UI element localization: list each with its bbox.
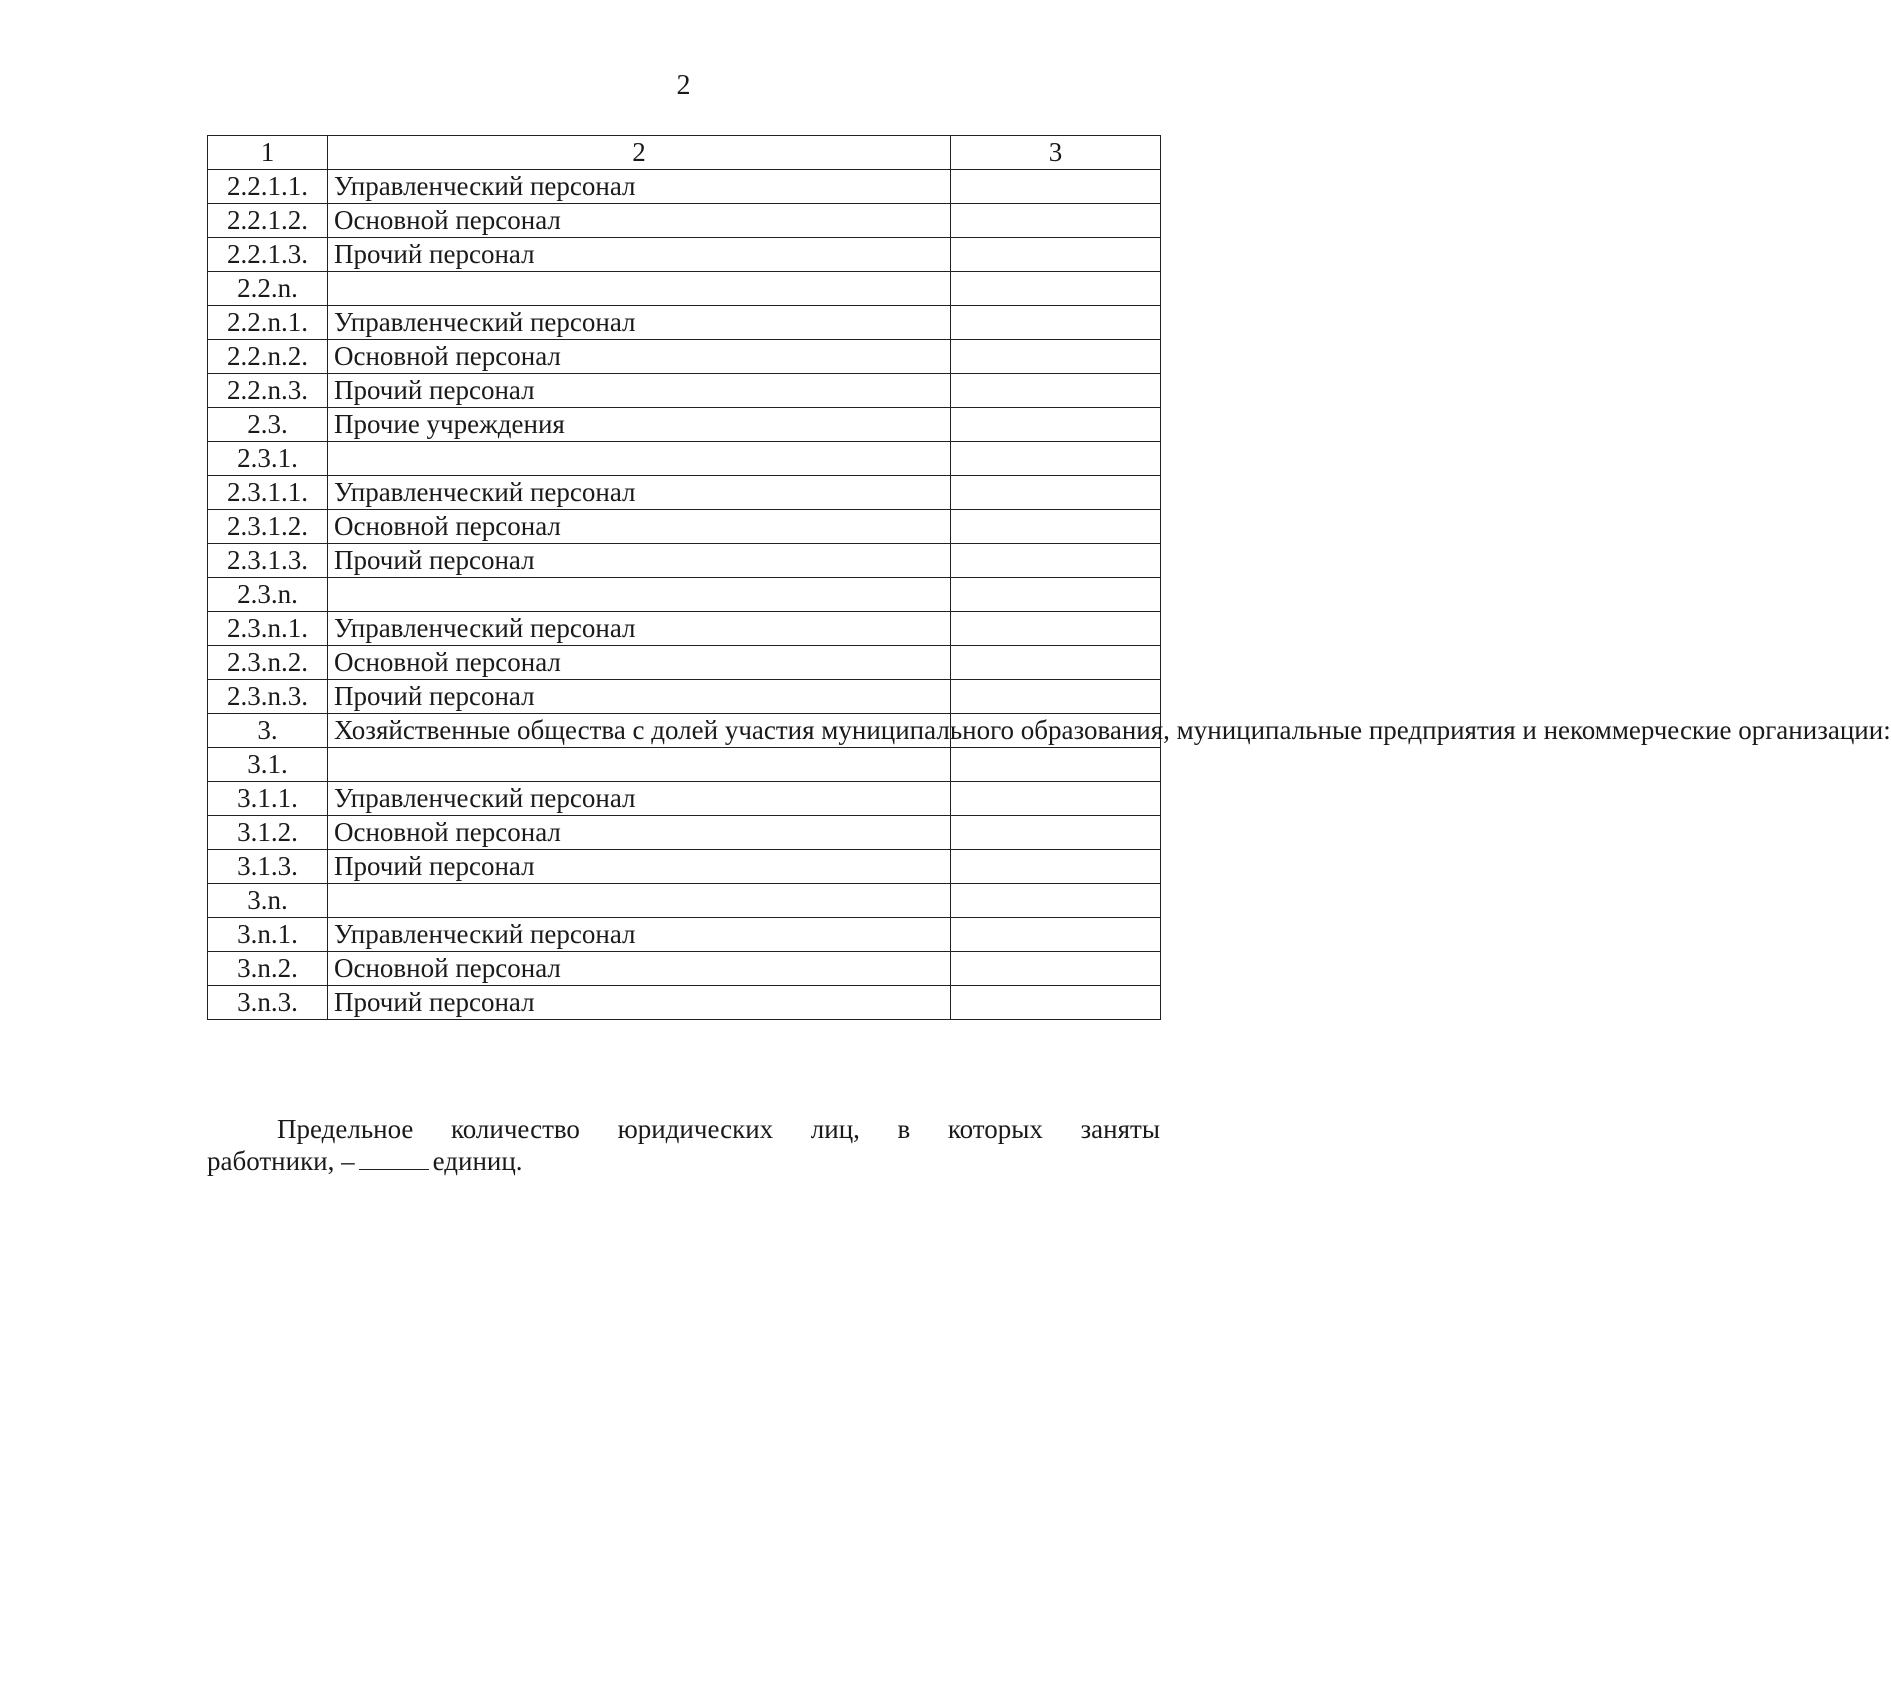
row-description: [328, 578, 951, 612]
row-value: [951, 170, 1161, 204]
row-description: [328, 748, 951, 782]
row-value: [951, 306, 1161, 340]
note-word: Предельное: [277, 1114, 414, 1144]
note-word: заняты: [1080, 1114, 1160, 1144]
row-number: 2.3.n.2.: [208, 646, 328, 680]
note-word: юридических: [617, 1114, 774, 1144]
blank-field: [359, 1145, 429, 1170]
row-value: [951, 442, 1161, 476]
row-value: [951, 612, 1161, 646]
row-number: 2.2.1.1.: [208, 170, 328, 204]
table-row: [208, 918, 1161, 952]
row-number: 3.n.1.: [208, 918, 328, 952]
row-description: Прочий персонал: [328, 374, 951, 408]
table-row: [208, 884, 1161, 918]
row-description: Управленческий персонал: [328, 612, 951, 646]
row-value: [951, 510, 1161, 544]
row-value: [951, 204, 1161, 238]
row-number: 2.3.n.: [208, 578, 328, 612]
row-description: Основной персонал: [328, 952, 951, 986]
table-row: [208, 272, 1161, 306]
header-col-1: 1: [208, 136, 328, 170]
table-row: [208, 816, 1161, 850]
table-row: [208, 204, 1161, 238]
table-row: [208, 986, 1161, 1020]
table-row: [208, 544, 1161, 578]
row-number: 3.1.3.: [208, 850, 328, 884]
row-description: Управленческий персонал: [328, 918, 951, 952]
row-value: [951, 646, 1161, 680]
note-line-1: [207, 1113, 1160, 1145]
row-value: [951, 476, 1161, 510]
row-description: Основной персонал: [328, 204, 951, 238]
row-number: 2.2.1.2.: [208, 204, 328, 238]
row-number: 2.3.1.: [208, 442, 328, 476]
note-word: количество: [451, 1114, 580, 1144]
row-description: Прочий персонал: [328, 680, 951, 714]
row-description: [328, 442, 951, 476]
page-number: 2: [676, 70, 691, 101]
row-description: Прочий персонал: [328, 986, 951, 1020]
table-row: [208, 612, 1161, 646]
table-header-row: [208, 136, 1161, 170]
row-number: 2.3.1.1.: [208, 476, 328, 510]
staff-table: [207, 135, 1891, 1020]
table-row: [208, 782, 1161, 816]
note-line-2: [207, 1145, 1160, 1177]
row-description: [328, 272, 951, 306]
table-row: [208, 748, 1161, 782]
row-value: [951, 816, 1161, 850]
limit-note: [207, 1113, 1160, 1177]
table-row: [208, 680, 1161, 714]
row-value: [951, 680, 1161, 714]
table-row: [208, 510, 1161, 544]
row-description: [328, 884, 951, 918]
table-row: [208, 408, 1161, 442]
row-value: [951, 918, 1161, 952]
row-number: 2.2.1.3.: [208, 238, 328, 272]
table-row: [208, 476, 1161, 510]
row-number: 3.n.: [208, 884, 328, 918]
row-description: Хозяйственные общества с долей участия муниципального образования, муниципальные предприятия и некоммерческие организации:: [328, 714, 951, 748]
note-word: которых: [947, 1114, 1043, 1144]
row-number: 2.3.1.2.: [208, 510, 328, 544]
row-number: 3.n.3.: [208, 986, 328, 1020]
row-value: [951, 374, 1161, 408]
row-number: 2.2.n.3.: [208, 374, 328, 408]
note-workers-text: работники, –: [207, 1146, 355, 1176]
row-description: Основной персонал: [328, 646, 951, 680]
row-value: [951, 748, 1161, 782]
row-value: [951, 272, 1161, 306]
row-description: Прочие учреждения: [328, 408, 951, 442]
row-number: 2.3.n.3.: [208, 680, 328, 714]
table-row: [208, 374, 1161, 408]
table-row: [208, 850, 1161, 884]
header-col-3: 3: [951, 136, 1161, 170]
row-description: Управленческий персонал: [328, 782, 951, 816]
row-description: Управленческий персонал: [328, 170, 951, 204]
table-row: [208, 952, 1161, 986]
table-row: [208, 340, 1161, 374]
table-row: [208, 714, 1161, 748]
row-number: 2.2.n.: [208, 272, 328, 306]
row-number: 3.: [208, 714, 328, 748]
row-number: 3.1.2.: [208, 816, 328, 850]
row-description: Прочий персонал: [328, 238, 951, 272]
row-description: Управленческий персонал: [328, 306, 951, 340]
table-row: [208, 442, 1161, 476]
row-value: [951, 782, 1161, 816]
row-description: Прочий персонал: [328, 544, 951, 578]
table-row: [208, 578, 1161, 612]
row-value: [951, 340, 1161, 374]
row-number: 2.3.: [208, 408, 328, 442]
row-number: 2.3.1.3.: [208, 544, 328, 578]
row-value: [951, 578, 1161, 612]
row-value: [951, 850, 1161, 884]
row-description: Прочий персонал: [328, 850, 951, 884]
table-row: [208, 306, 1161, 340]
row-value: [951, 544, 1161, 578]
row-number: 3.1.: [208, 748, 328, 782]
row-number: 3.n.2.: [208, 952, 328, 986]
note-units-text: единиц.: [432, 1146, 523, 1176]
row-value: [951, 952, 1161, 986]
row-number: 2.3.n.1.: [208, 612, 328, 646]
row-number: 3.1.1.: [208, 782, 328, 816]
row-value: [951, 884, 1161, 918]
header-col-2: 2: [328, 136, 951, 170]
row-description: Управленческий персонал: [328, 476, 951, 510]
note-word: лиц,: [810, 1114, 860, 1144]
row-value: [951, 238, 1161, 272]
table-row: [208, 238, 1161, 272]
row-number: 2.2.n.2.: [208, 340, 328, 374]
row-value: [951, 408, 1161, 442]
row-number: 2.2.n.1.: [208, 306, 328, 340]
table-row: [208, 170, 1161, 204]
row-description: Основной персонал: [328, 816, 951, 850]
table-row: [208, 646, 1161, 680]
row-description: Основной персонал: [328, 340, 951, 374]
row-description: Основной персонал: [328, 510, 951, 544]
row-value: [951, 986, 1161, 1020]
note-word: в: [897, 1114, 911, 1144]
